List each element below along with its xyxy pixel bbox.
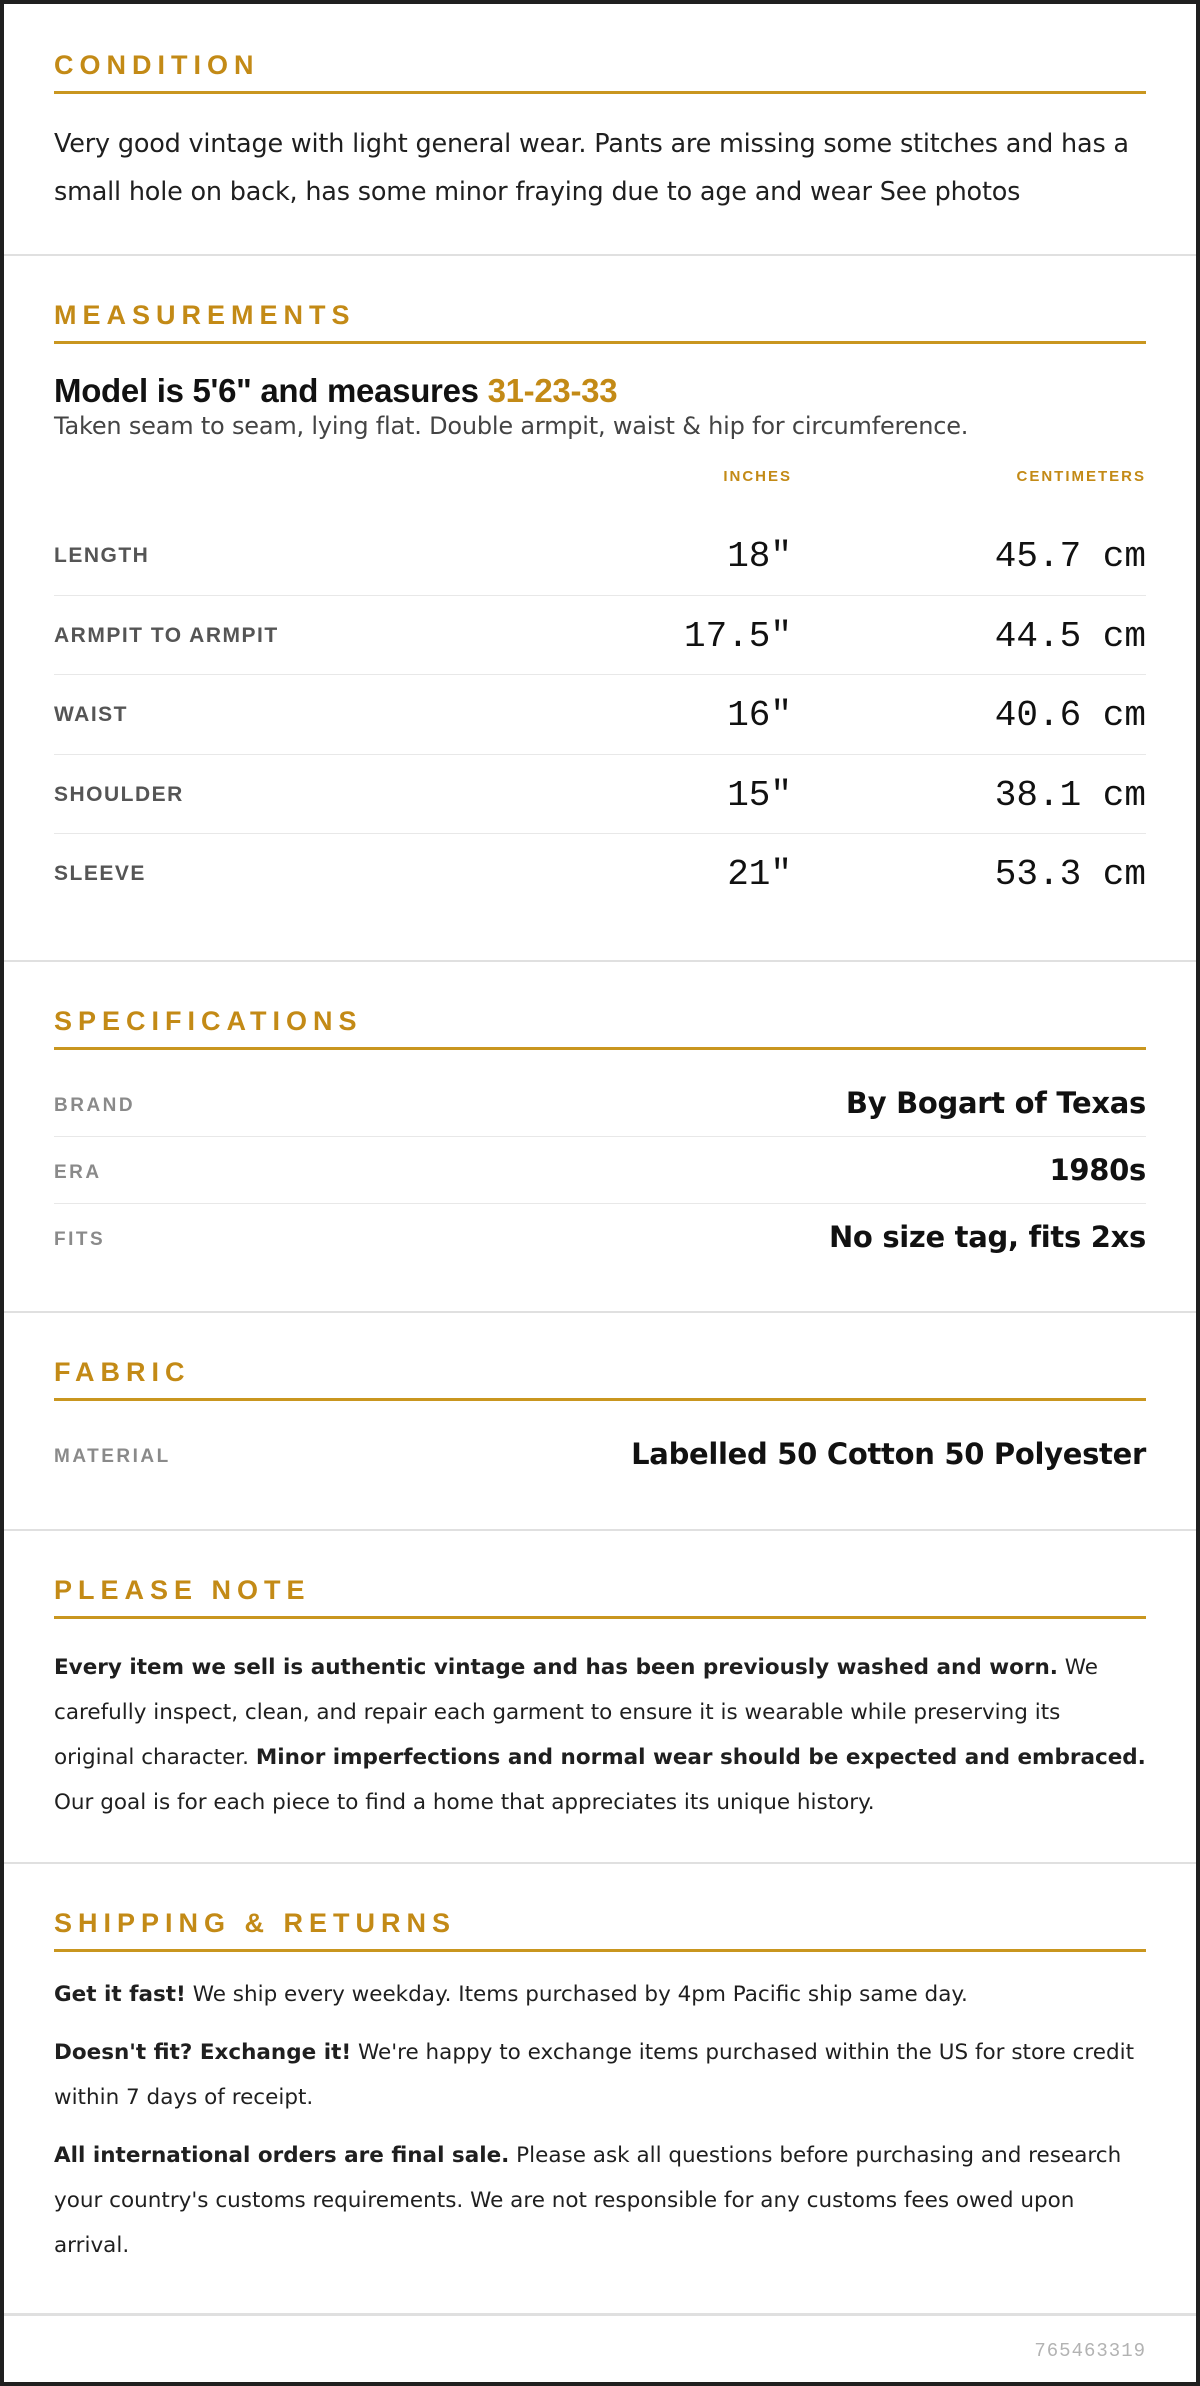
specifications-section	[4, 962, 1196, 1313]
spec-row-era	[54, 1137, 1146, 1204]
model-prefix: Model is 5'6" and measures	[54, 372, 488, 409]
measurements-table	[54, 516, 1146, 914]
spec-row-fits	[54, 1204, 1146, 1271]
shipping-text	[54, 1972, 1146, 2268]
measurement-cm: 53.3 cm	[994, 854, 1146, 895]
spec-label: FITS	[54, 1229, 106, 1250]
shipping-returns-section	[4, 1864, 1196, 2315]
note-bold-2: Minor imperfections and normal wear should be expected and embraced.	[255, 1745, 1146, 1770]
specifications-heading: SPECIFICATIONS	[54, 1006, 1146, 1050]
inches-column-header: INCHES	[723, 468, 792, 485]
please-note-text	[54, 1645, 1146, 1825]
spec-label: BRAND	[54, 1095, 136, 1116]
measurement-row-waist	[54, 675, 1146, 755]
measurement-inches: 16"	[727, 695, 792, 736]
measurement-inches: 18"	[727, 536, 792, 577]
measurement-row-length	[54, 516, 1146, 596]
shipping-heading: SHIPPING & RETURNS	[54, 1908, 1146, 1952]
measurement-label: WAIST	[54, 703, 128, 726]
measurements-section	[4, 256, 1196, 962]
measurement-label: SLEEVE	[54, 862, 146, 885]
centimeters-column-header: CENTIMETERS	[1016, 468, 1146, 485]
shipping-bold-3: All international orders are final sale.	[54, 2143, 510, 2168]
measurement-row-shoulder	[54, 755, 1146, 835]
spec-row-brand	[54, 1070, 1146, 1137]
note-bold-1: Every item we sell is authentic vintage and has been previously washed and worn.	[54, 1655, 1058, 1680]
sku-number: 765463319	[1034, 2340, 1146, 2362]
shipping-text-2: We're happy to exchange items purchased within the US for store credit within 7 days of receipt.	[54, 2040, 1135, 2110]
fabric-value: Labelled 50 Cotton 50 Polyester	[631, 1437, 1146, 1471]
measurement-label: SHOULDER	[54, 782, 184, 806]
measurement-cm: 45.7 cm	[994, 536, 1146, 577]
measurement-cm: 44.5 cm	[994, 615, 1146, 657]
measurements-subtitle: Taken seam to seam, lying flat. Double armpit, waist & hip for circumference.	[54, 412, 969, 440]
condition-heading: CONDITION	[54, 50, 1146, 94]
condition-text: Very good vintage with light general wear. Pants are missing some stitches and has a small hole on back, has some minor fraying due to age and wear See photos	[54, 129, 1129, 207]
measurement-cm: 38.1 cm	[994, 774, 1146, 816]
measurement-inches: 15"	[727, 774, 792, 816]
measurement-inches: 21"	[727, 854, 792, 895]
fabric-section	[4, 1313, 1196, 1531]
measurements-heading: MEASUREMENTS	[54, 300, 1146, 344]
shipping-paragraph-3	[54, 2133, 1146, 2268]
spec-label: ERA	[54, 1162, 102, 1183]
shipping-text-3: Please ask all questions before purchasing and research your country's customs requirements. We are not responsible for any customs fees owed upon arrival.	[54, 2143, 1122, 2258]
shipping-text-1: We ship every weekday. Items purchased by 4pm Pacific ship same day.	[185, 1982, 968, 2007]
shipping-bold-2: Doesn't fit? Exchange it!	[54, 2040, 352, 2065]
fabric-row-material	[54, 1421, 1146, 1488]
please-note-heading: PLEASE NOTE	[54, 1575, 1146, 1619]
model-figures: 31-23-33	[487, 372, 618, 409]
measurement-label: ARMPIT TO ARMPIT	[54, 623, 279, 647]
shipping-paragraph-2	[54, 2030, 1146, 2120]
spec-value: 1980s	[1049, 1153, 1146, 1187]
fabric-heading: FABRIC	[54, 1357, 1146, 1401]
spec-value: No size tag, fits 2xs	[828, 1220, 1146, 1254]
fabric-label: MATERIAL	[54, 1446, 171, 1467]
footer	[4, 2314, 1196, 2386]
shipping-bold-1: Get it fast!	[54, 1982, 186, 2007]
shipping-paragraph-1	[54, 1972, 1146, 2017]
spec-value: By Bogart of Texas	[845, 1086, 1146, 1120]
measurement-label: LENGTH	[54, 544, 150, 567]
specifications-list	[54, 1070, 1146, 1271]
note-text-2: Our goal is for each piece to find a home that appreciates its unique history.	[54, 1790, 875, 1815]
measurements-column-headers	[54, 468, 1146, 516]
measurement-cm: 40.6 cm	[994, 695, 1146, 736]
measurement-inches: 17.5"	[683, 615, 792, 657]
measurement-row-sleeve	[54, 834, 1146, 914]
model-line	[54, 372, 1146, 410]
measurement-row-armpit	[54, 596, 1146, 676]
condition-section	[4, 4, 1196, 256]
note-text-1: We carefully inspect, clean, and repair each garment to ensure it is wearable while preserving its original character.	[54, 1655, 1099, 1770]
please-note-section	[4, 1531, 1196, 1864]
